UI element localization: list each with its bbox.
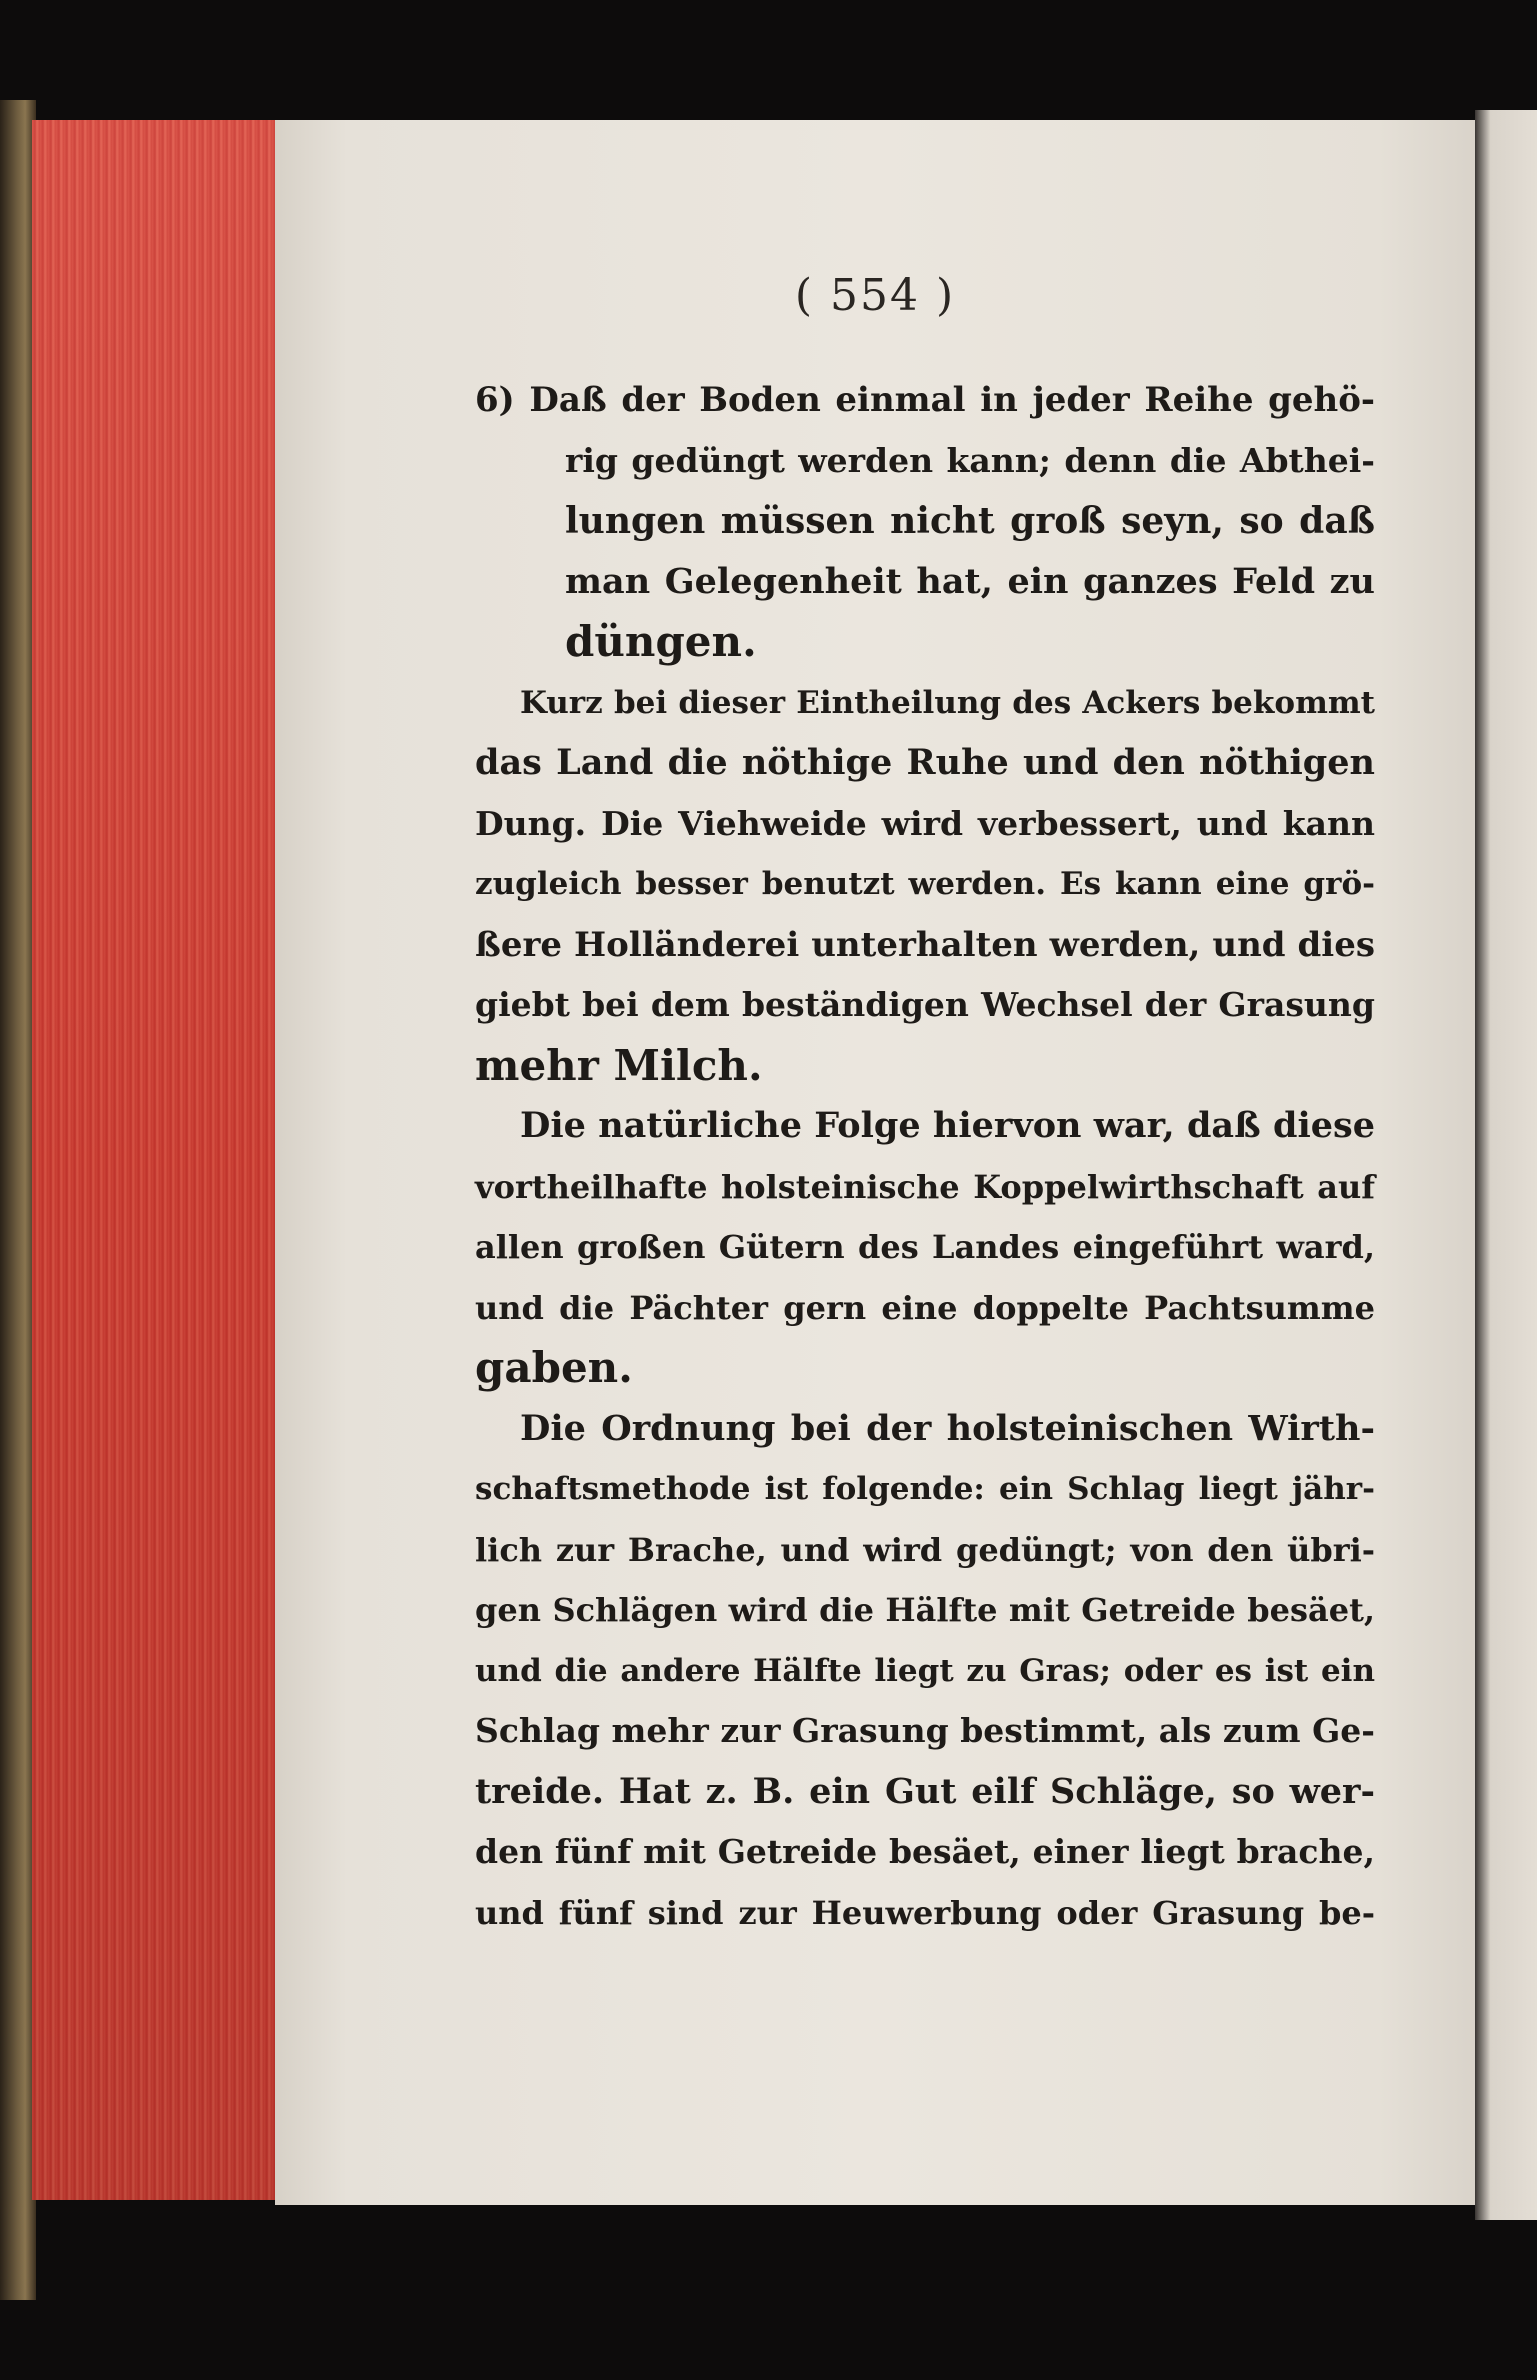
text-line: schaftsmethode ist folgende: ein Schlag liegt jähr- [475,1471,1375,1507]
body-text [475,370,1375,1943]
text-line: treide. Hat z. B. ein Gut eilf Schläge, so wer- [475,1770,1375,1812]
text-line: gen Schlägen wird die Hälfte mit Getreide besäet, [475,1591,1375,1629]
text-line: Schlag mehr zur Grasung bestimmt, als zum Ge- [475,1711,1375,1750]
text-line: 6) Daß der Boden einmal in jeder Reihe gehö- [475,380,1375,420]
text-line: das Land die nöthige Ruhe und den nöthigen [475,742,1375,783]
text-line: und fünf sind zur Heuwerbung oder Grasung be- [475,1893,1375,1932]
text-line: ßere Holländerei unterhalten werden, und dies [475,924,1375,965]
text-line: lich zur Brache, und wird gedüngt; von den übri- [475,1530,1375,1569]
text-line: Die Ordnung bei der holsteinischen Wirth- [520,1407,1375,1449]
text-line: mehr Milch. [475,1040,763,1090]
text-line: den fünf mit Getreide besäet, einer liegt brache, [475,1832,1375,1871]
text-line: und die Pächter gern eine doppelte Pachtsumme [475,1288,1375,1327]
text-line: und die andere Hälfte liegt zu Gras; oder es ist ein [475,1652,1375,1689]
text-line: lungen müssen nicht groß seyn, so daß [565,500,1375,542]
facing-page-edge [1475,110,1537,2220]
text-line: giebt bei dem beständigen Wechsel der Grasung [475,985,1375,1024]
book-spine [0,100,36,2300]
text-line: rig gedüngt werden kann; denn die Abthei- [565,440,1375,480]
text-line: Kurz bei dieser Eintheilung des Ackers bekommt [520,684,1375,721]
text-line: zugleich besser benutzt werden. Es kann eine grö- [475,866,1375,902]
text-line: vortheilhafte holsteinische Koppelwirthschaft auf [475,1167,1375,1206]
text-line: düngen. [565,617,757,666]
text-line: Dung. Die Viehweide wird verbessert, und kann [475,803,1375,843]
text-line: man Gelegenheit hat, ein ganzes Feld zu [565,560,1375,602]
text-line: allen großen Gütern des Landes eingeführt ward, [475,1228,1375,1266]
text-line: Die natürliche Folge hiervon war, daß diese [520,1105,1375,1146]
book-page [275,120,1475,2205]
text-line: gaben. [475,1343,633,1392]
page-number: ( 554 ) [794,270,956,321]
